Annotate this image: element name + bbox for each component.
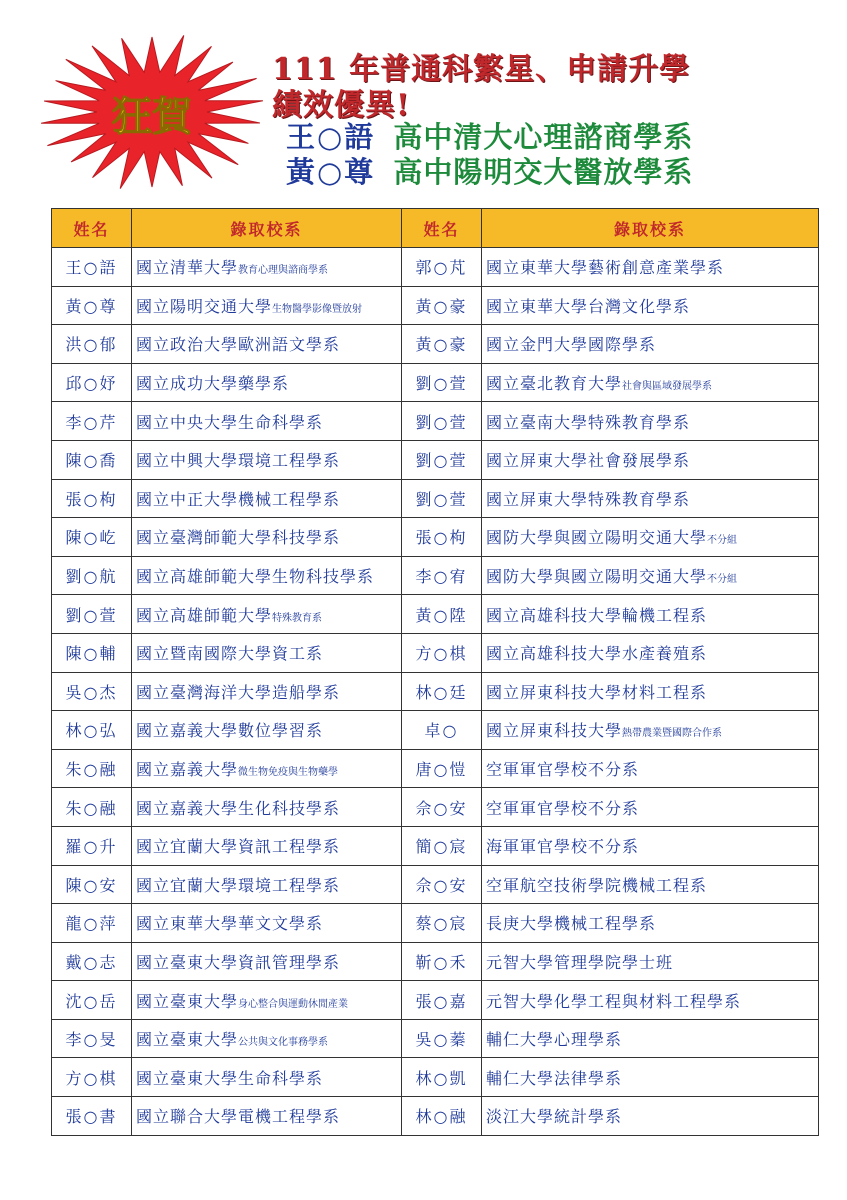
student-name: 吳○杰	[52, 672, 132, 711]
highlight-row	[286, 120, 693, 154]
student-name: 卓○	[402, 711, 482, 750]
table-row	[52, 981, 819, 1020]
table-row	[52, 942, 819, 981]
department-sub: 公共與文化事務學系	[238, 1037, 329, 1049]
student-name: 羅○升	[52, 826, 132, 865]
admitted-department	[482, 981, 819, 1020]
student-name: 王○語	[52, 248, 132, 287]
admitted-department	[482, 942, 819, 981]
admitted-department	[132, 556, 402, 595]
student-name: 張○枸	[402, 518, 482, 557]
table-row	[52, 1097, 819, 1136]
table-row	[52, 479, 819, 518]
table-row	[52, 248, 819, 287]
student-name: 方○棋	[402, 633, 482, 672]
student-name: 黃○豪	[402, 325, 482, 364]
table-row	[52, 711, 819, 750]
table-row	[52, 595, 819, 634]
department-main: 國立臺東大學資訊管理學系	[136, 952, 341, 972]
table-row	[52, 865, 819, 904]
table-body	[52, 248, 819, 1136]
department-main: 國立中正大學機械工程學系	[136, 489, 341, 509]
department-main: 國立高雄科技大學輪機工程系	[486, 605, 708, 625]
highlight-name: 黃○尊	[286, 155, 376, 189]
highlight-dept: 高中清大心理諮商學系	[393, 120, 694, 154]
admitted-department	[482, 711, 819, 750]
admitted-department	[132, 440, 402, 479]
table-row	[52, 904, 819, 943]
page-title-line2: 績效優異!	[272, 88, 411, 123]
student-name: 李○芹	[52, 402, 132, 441]
student-name: 劉○萱	[402, 363, 482, 402]
table-row	[52, 1058, 819, 1097]
department-sub: 熱帶農業暨國際合作系	[622, 728, 723, 740]
student-name: 龍○萍	[52, 904, 132, 943]
student-name: 張○書	[52, 1097, 132, 1136]
department-main: 國立高雄師範大學生物科技學系	[136, 567, 375, 587]
department-main: 國立政治大學歐洲語文學系	[136, 335, 341, 355]
department-main: 國立暨南國際大學資工系	[136, 644, 324, 664]
admitted-department	[132, 749, 402, 788]
department-main: 國立中興大學環境工程學系	[136, 451, 341, 471]
department-sub: 生物醫學影像暨放射	[272, 303, 363, 315]
department-main: 國立宜蘭大學環境工程學系	[136, 875, 341, 895]
student-name: 黃○豪	[402, 286, 482, 325]
student-name: 唐○愷	[402, 749, 482, 788]
department-main: 海軍軍官學校不分系	[486, 837, 640, 857]
column-header-name: 姓名	[52, 209, 132, 248]
student-name: 劉○萱	[402, 479, 482, 518]
highlight-name: 王○語	[286, 120, 376, 154]
table-row	[52, 402, 819, 441]
admitted-department	[132, 711, 402, 750]
department-main: 國立高雄師範大學	[136, 605, 273, 625]
department-main: 國立臺東大學	[136, 1030, 239, 1050]
admitted-department	[482, 595, 819, 634]
table-row	[52, 518, 819, 557]
admitted-department	[482, 633, 819, 672]
department-sub: 社會與區域發展學系	[622, 381, 713, 393]
department-main: 國立中央大學生命科學系	[136, 412, 324, 432]
department-main: 國立嘉義大學	[136, 760, 239, 780]
department-main: 國立成功大學藥學系	[136, 374, 290, 394]
department-sub: 身心整合與運動休閒產業	[238, 998, 349, 1010]
table-row	[52, 826, 819, 865]
student-name: 吳○蓁	[402, 1019, 482, 1058]
department-main: 國立陽明交通大學	[136, 296, 273, 316]
student-name: 黃○尊	[52, 286, 132, 325]
department-main: 國立東華大學藝術創意產業學系	[486, 258, 725, 278]
admitted-department	[482, 672, 819, 711]
department-sub: 教育心理與諮商學系	[238, 265, 329, 277]
department-sub: 不分組	[707, 574, 738, 586]
admitted-department	[132, 904, 402, 943]
table-row	[52, 788, 819, 827]
student-name: 佘○安	[402, 788, 482, 827]
student-name: 劉○萱	[52, 595, 132, 634]
admitted-department	[132, 981, 402, 1020]
student-name: 林○弘	[52, 711, 132, 750]
student-name: 林○廷	[402, 672, 482, 711]
admitted-department	[482, 826, 819, 865]
student-name: 靳○禾	[402, 942, 482, 981]
department-main: 國立屏東大學社會發展學系	[486, 451, 691, 471]
table-row	[52, 749, 819, 788]
admitted-department	[482, 865, 819, 904]
student-name: 林○凱	[402, 1058, 482, 1097]
department-main: 國立清華大學	[136, 258, 239, 278]
student-name: 朱○融	[52, 788, 132, 827]
student-name: 洪○郁	[52, 325, 132, 364]
admitted-department	[132, 595, 402, 634]
student-name: 李○宥	[402, 556, 482, 595]
department-main: 長庚大學機械工程學系	[486, 914, 657, 934]
student-name: 陳○喬	[52, 440, 132, 479]
admitted-department	[132, 248, 402, 287]
student-name: 方○棋	[52, 1058, 132, 1097]
student-name: 郭○芃	[402, 248, 482, 287]
admitted-department	[132, 1019, 402, 1058]
student-name: 劉○萱	[402, 402, 482, 441]
department-main: 國立屏東科技大學	[486, 721, 623, 741]
page-title-line1: 111 年普通科繁星、申請升學	[272, 52, 691, 87]
department-sub: 不分組	[707, 535, 738, 547]
student-name: 張○嘉	[402, 981, 482, 1020]
admitted-department	[132, 826, 402, 865]
student-name: 劉○航	[52, 556, 132, 595]
department-main: 國立臺東大學	[136, 991, 239, 1011]
admitted-department	[132, 633, 402, 672]
table-row	[52, 363, 819, 402]
student-name: 邱○妤	[52, 363, 132, 402]
table-row	[52, 440, 819, 479]
student-name: 陳○屹	[52, 518, 132, 557]
badge-text: 狂賀	[112, 94, 192, 140]
department-main: 淡江大學統計學系	[486, 1107, 623, 1127]
admitted-department	[132, 1097, 402, 1136]
table-row	[52, 672, 819, 711]
table-row	[52, 286, 819, 325]
admitted-department	[132, 1058, 402, 1097]
admitted-department	[482, 479, 819, 518]
department-main: 國立臺灣海洋大學造船學系	[136, 682, 341, 702]
department-main: 國防大學與國立陽明交通大學	[486, 528, 708, 548]
department-main: 國立東華大學華文文學系	[136, 914, 324, 934]
student-name: 蔡○宸	[402, 904, 482, 943]
department-main: 輔仁大學法律學系	[486, 1068, 623, 1088]
department-main: 國立金門大學國際學系	[486, 335, 657, 355]
admitted-department	[482, 749, 819, 788]
admitted-department	[482, 1097, 819, 1136]
student-name: 張○枸	[52, 479, 132, 518]
department-main: 空軍軍官學校不分系	[486, 798, 640, 818]
admitted-department	[482, 788, 819, 827]
department-main: 元智大學化學工程與材料工程學系	[486, 991, 742, 1011]
department-main: 輔仁大學心理學系	[486, 1030, 623, 1050]
admitted-department	[482, 402, 819, 441]
department-main: 國立聯合大學電機工程學系	[136, 1107, 341, 1127]
department-main: 元智大學管理學院學士班	[486, 952, 674, 972]
admitted-department	[482, 286, 819, 325]
admitted-department	[132, 325, 402, 364]
student-name: 李○旻	[52, 1019, 132, 1058]
admitted-department	[132, 788, 402, 827]
admitted-department	[482, 248, 819, 287]
department-main: 國防大學與國立陽明交通大學	[486, 567, 708, 587]
department-main: 國立臺南大學特殊教育學系	[486, 412, 691, 432]
student-name: 劉○萱	[402, 440, 482, 479]
admitted-department	[482, 518, 819, 557]
department-main: 國立臺東大學生命科學系	[136, 1068, 324, 1088]
department-main: 空軍軍官學校不分系	[486, 760, 640, 780]
table-header-row	[52, 209, 819, 248]
admitted-department	[482, 1058, 819, 1097]
admitted-department	[132, 286, 402, 325]
admitted-department	[132, 942, 402, 981]
column-header-name: 姓名	[402, 209, 482, 248]
student-name: 朱○融	[52, 749, 132, 788]
admitted-department	[132, 479, 402, 518]
admitted-department	[482, 440, 819, 479]
student-name: 戴○志	[52, 942, 132, 981]
department-main: 國立嘉義大學生化科技學系	[136, 798, 341, 818]
table-row	[52, 325, 819, 364]
department-main: 國立嘉義大學數位學習系	[136, 721, 324, 741]
admitted-department	[482, 556, 819, 595]
admitted-department	[132, 518, 402, 557]
table-row	[52, 556, 819, 595]
highlight-row	[286, 155, 693, 189]
table-row	[52, 633, 819, 672]
department-main: 國立高雄科技大學水產養殖系	[486, 644, 708, 664]
department-main: 國立宜蘭大學資訊工程學系	[136, 837, 341, 857]
student-name: 沈○岳	[52, 981, 132, 1020]
table-row	[52, 1019, 819, 1058]
department-main: 空軍航空技術學院機械工程系	[486, 875, 708, 895]
department-main: 國立屏東科技大學材料工程系	[486, 682, 708, 702]
department-main: 國立東華大學台灣文化學系	[486, 296, 691, 316]
student-name: 黃○陞	[402, 595, 482, 634]
student-name: 陳○安	[52, 865, 132, 904]
department-sub: 特殊教育系	[272, 612, 323, 624]
admission-results-table	[51, 208, 819, 1136]
admitted-department	[482, 363, 819, 402]
admitted-department	[132, 672, 402, 711]
department-main: 國立屏東大學特殊教育學系	[486, 489, 691, 509]
student-name: 佘○安	[402, 865, 482, 904]
admitted-department	[132, 363, 402, 402]
admitted-department	[132, 402, 402, 441]
student-name: 陳○輔	[52, 633, 132, 672]
department-main: 國立臺灣師範大學科技學系	[136, 528, 341, 548]
column-header-department: 錄取校系	[132, 209, 402, 248]
department-sub: 微生物免疫與生物藥學	[238, 767, 339, 779]
admitted-department	[482, 1019, 819, 1058]
highlight-dept: 高中陽明交大醫放學系	[393, 155, 694, 189]
student-name: 簡○宸	[402, 826, 482, 865]
admitted-department	[482, 904, 819, 943]
column-header-department: 錄取校系	[482, 209, 819, 248]
admitted-department	[132, 865, 402, 904]
student-name: 林○融	[402, 1097, 482, 1136]
admitted-department	[482, 325, 819, 364]
department-main: 國立臺北教育大學	[486, 374, 623, 394]
starburst-badge	[40, 30, 270, 190]
